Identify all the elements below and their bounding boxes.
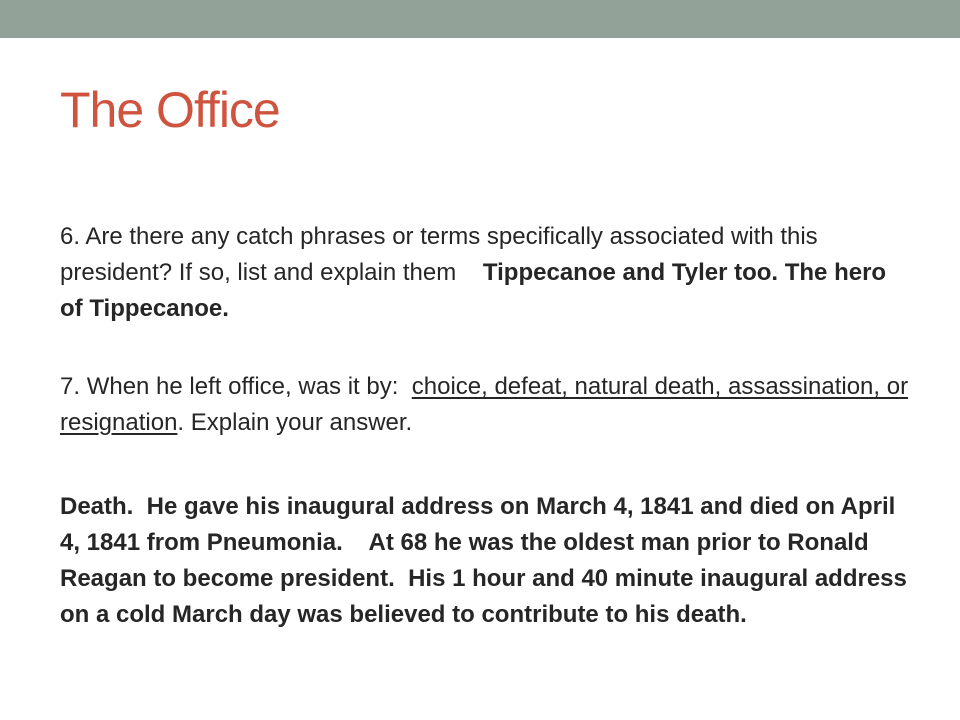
question-6-text: Are there any catch phrases or terms specifically associated with this president? If so, list and explain them bbox=[60, 223, 818, 286]
question-7-options: choice, defeat, natural death, assassination, or resignation bbox=[60, 373, 909, 436]
question-7-number: 7. bbox=[60, 373, 81, 400]
question-7-intro: When he left office, was it by: bbox=[86, 373, 399, 400]
question-7 bbox=[60, 369, 910, 441]
top-accent-bar bbox=[0, 0, 960, 38]
question-7-answer: Death. He gave his inaugural address on March 4, 1841 and died on April 4, 1841 from Pneumonia. At 68 he was the oldest man prior to Ronald Reagan to become president. His 1 hour and 40 minute inaugural address on a cold March day was believed to contribute to his death. bbox=[60, 493, 914, 628]
slide-title: The Office bbox=[60, 82, 280, 138]
question-6-answer: Tippecanoe and Tyler too. The hero of Tippecanoe. bbox=[60, 259, 887, 322]
question-6 bbox=[60, 219, 910, 327]
question-7-tail: . Explain your answer. bbox=[177, 409, 413, 436]
question-6-number: 6. bbox=[60, 223, 81, 250]
